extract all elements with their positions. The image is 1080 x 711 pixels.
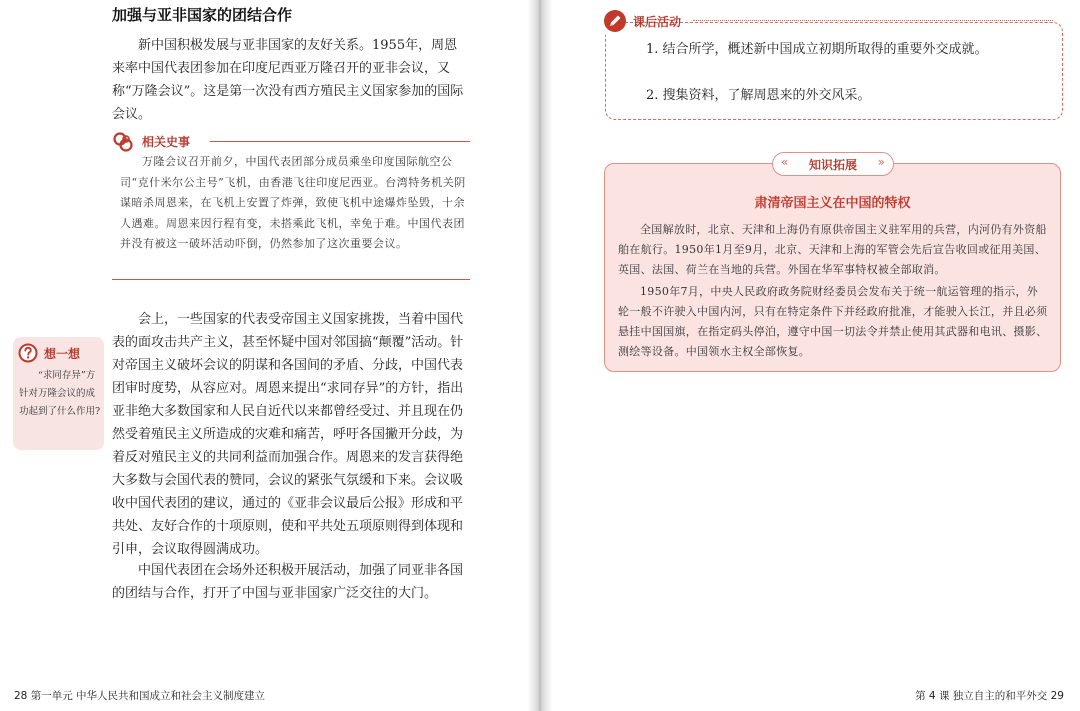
- paragraph-3: 中国代表团在会场外还积极开展活动，加强了同亚非各国的团结与合作，打开了中国与亚非国家广泛交往的大门。: [112, 563, 464, 601]
- paragraph-2: 会上，一些国家的代表受帝国主义国家挑拨，当着中国代表的面攻击共产主义，甚至怀疑中国对邻国搞“颠覆”活动。针对帝国主义破坏会议的阴谋和各国间的矛盾、分歧，中国代表团审时度势，从容应对。周恩来提出“求同存异”的方针，指出亚非绝大多数国家和人民自近代以来都曾经受过、并且现在仍然受着殖民主义所造成的灾难和痛苦，呼吁各国撇开分歧，为着反对殖民主义的共同利益而加强合作。周恩来的发言获得绝大多数与会国代表的赞同，会议的紧张气氛缓和下来。会议吸收中国代表团的建议，通过的《亚非会议最后公报》形成和平共处、友好合作的十项原则，使和平共处五项原则得到体现和引申，会议取得圆满成功。: [112, 312, 464, 557]
- extension-paragraph: 1950年7月，中央人民政府政务院财经委员会发布关于统一航运管理的指示，外轮一般不许驶入中国内河，只有在特定条件下并经政府批准，才能驶入长江，并且必须悬挂中国国旗，在指定码头停泊，遵守中国一切法令并禁止使用其武器和电讯、摄影、测绘等设备。中国领水主权全部恢复。: [618, 285, 1048, 358]
- think-question: “求同存异”方针对万隆会议的成功起到了什么作用?: [19, 370, 101, 417]
- page-footer-right: 第 4 课 独立自主的和平外交 29: [915, 690, 1064, 702]
- related-history-text: 万隆会议召开前夕，中国代表团部分成员乘坐印度国际航空公司“克什米尔公主号”飞机，由香港飞往印度尼西亚。台湾特务机关阴谋暗杀周恩来，在飞机上安置了炸弹，致使飞机中途爆炸坠毁，十余人遇难。周恩来因行程有变，未搭乘此飞机，幸免于难。中国代表团并没有被这一破坏活动吓倒，仍然参加了这次重要会议。: [120, 155, 466, 250]
- think-box: [13, 337, 104, 450]
- knot-icon: [112, 131, 134, 153]
- pencil-icon: [603, 9, 627, 33]
- page-footer-left: 28 第一单元 中华人民共和国成立和社会主义制度建立: [14, 690, 266, 702]
- activity-question: 1. 结合所学，概述新中国成立初期所取得的重要外交成就。: [646, 42, 988, 57]
- double-chevron-left-icon: «: [781, 155, 789, 169]
- question-icon: [18, 343, 38, 363]
- section-title: 加强与亚非国家的团结合作: [112, 6, 293, 24]
- divider: [693, 20, 1053, 21]
- activity-header: [603, 9, 682, 35]
- extension-title: 肃清帝国主义在中国的特权: [754, 196, 911, 211]
- divider: [210, 141, 470, 142]
- activity-question: 2. 搜集资料，了解周恩来的外交风采。: [646, 88, 871, 103]
- knowledge-extension-label: 知识拓展: [808, 158, 857, 172]
- extension-paragraph: 全国解放时，北京、天津和上海仍有原供帝国主义驻军用的兵营，内河仍有外资船舶在航行。1950年1月至9月，北京、天津和上海的军管会先后宣告收回或征用美国、英国、法国、荷兰在当地的兵营。外国在华军事特权被全部取消。: [618, 223, 1047, 276]
- related-history-header: [112, 131, 470, 153]
- divider: [112, 279, 470, 280]
- activity-label: 课后活动: [633, 15, 682, 29]
- double-chevron-right-icon: »: [877, 155, 885, 169]
- knowledge-extension-tab: [772, 152, 894, 176]
- activity-box: [605, 22, 1063, 120]
- related-history-label: 相关史事: [142, 135, 191, 149]
- think-label: 想一想: [44, 347, 81, 361]
- book-gutter: [528, 0, 552, 711]
- paragraph-1: 新中国积极发展与亚非国家的友好关系。1955年，周恩来率中国代表团参加在印度尼西亚万隆召开的亚非会议，又称“万隆会议”。这是第一次没有西方殖民主义国家参加的国际会议。: [112, 38, 464, 122]
